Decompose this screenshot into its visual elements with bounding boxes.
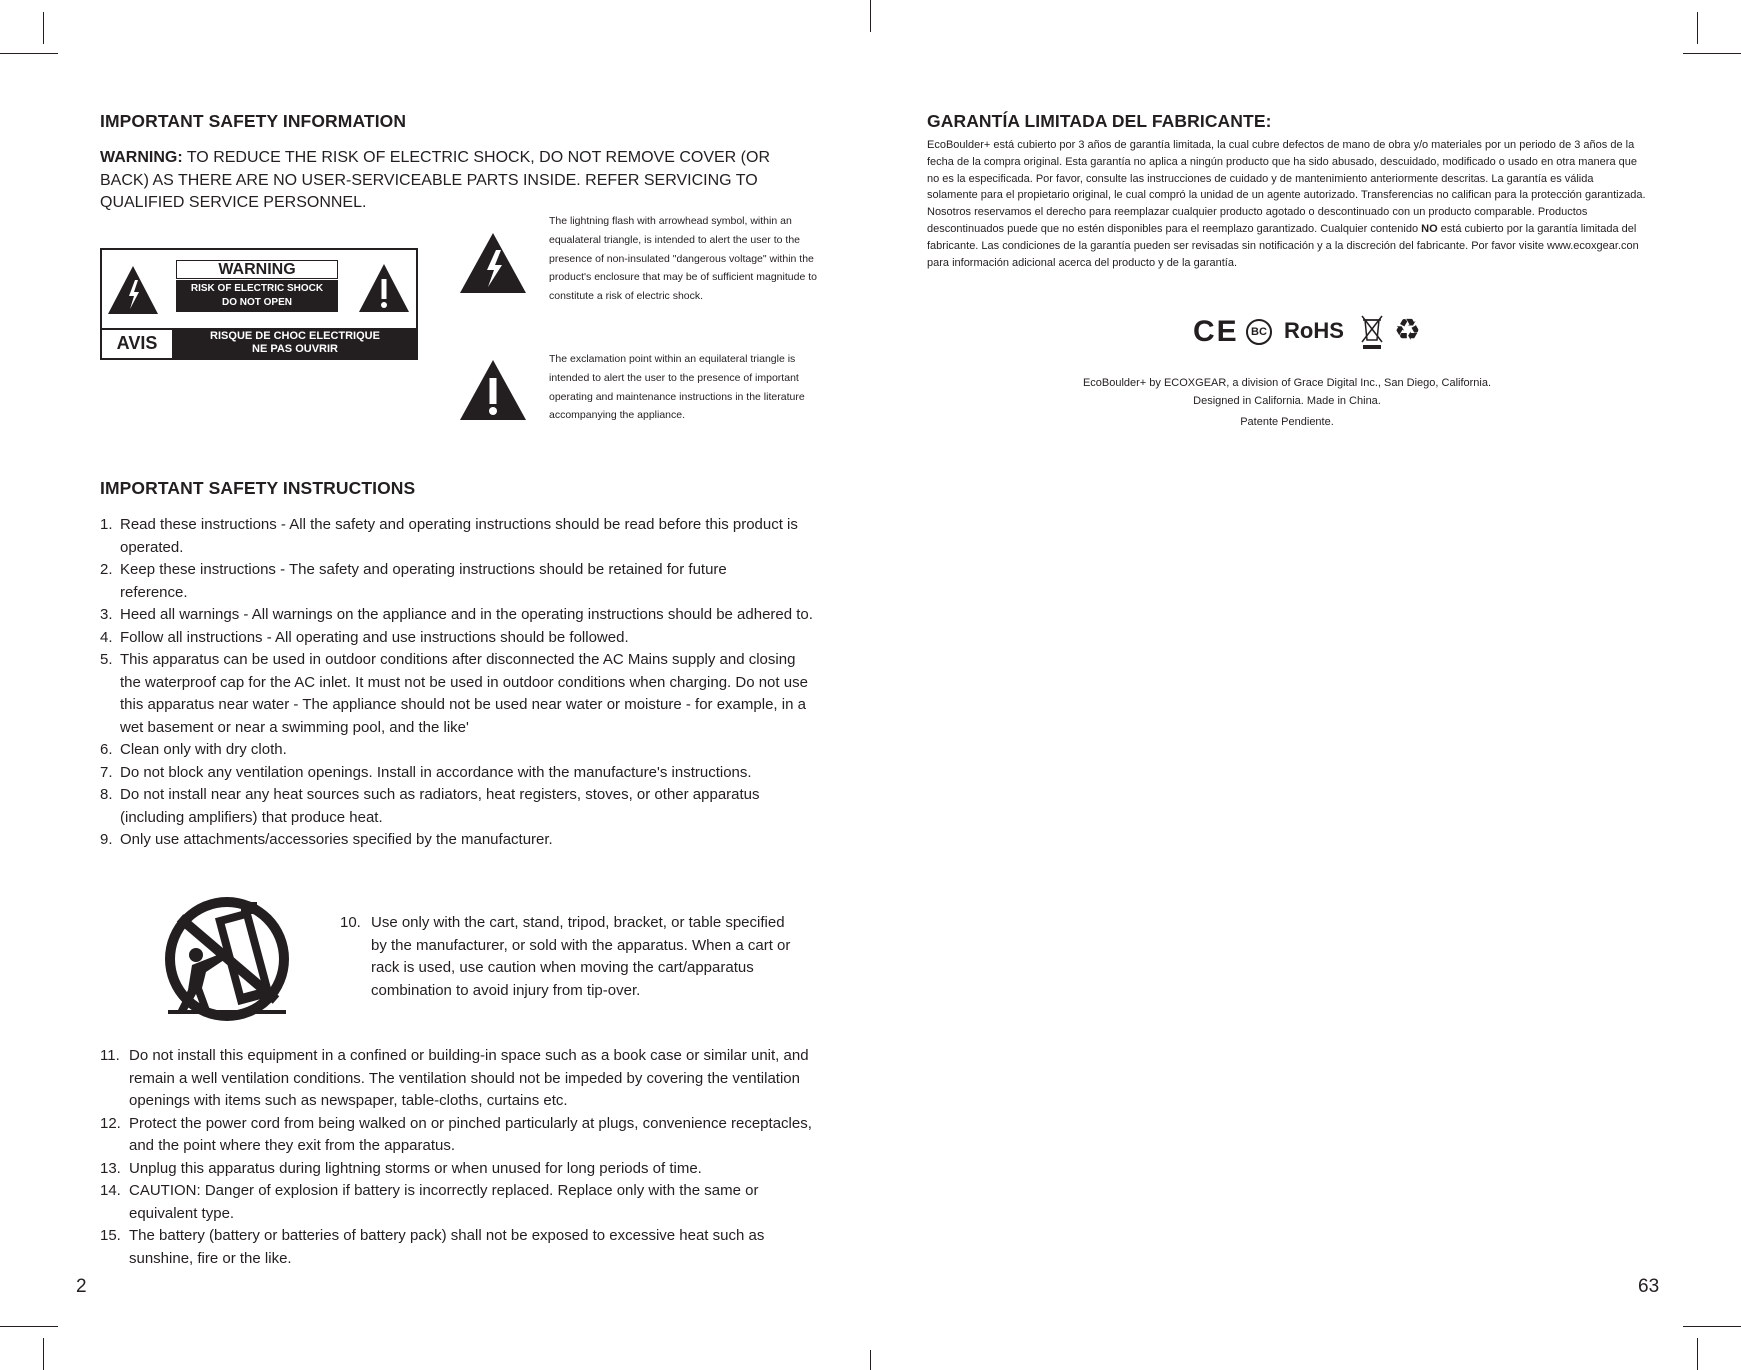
crop-mark (1683, 53, 1741, 54)
lightning-description: The lightning flash with arrowhead symbol, within an equalateral triangle, is intended to alert the user to the presence of non-insulated "dangerous voltage" within the product's enclosure that may be of sufficient magnitude to constitute a risk of electric shock. (549, 215, 817, 303)
list-item: 14. CAUTION: Danger of explosion if battery is incorrectly replaced. Replace only with the same or equivalent type. (100, 1182, 759, 1222)
warning-text: TO REDUCE THE RISK OF ELECTRIC SHOCK, DO NOT REMOVE COVER (OR BACK) AS THERE ARE NO USER-SERVICEABLE PARTS INSIDE. REFER SERVICING TO QUALIFIED SERVICE PERSONNEL. (100, 149, 770, 211)
list-item: 1. Read these instructions - All the safety and operating instructions should be read before this product is operated. (100, 516, 798, 556)
company-line-1: EcoBoulder+ by ECOXGEAR, a division of Grace Digital Inc., San Diego, California. (1082, 377, 1492, 389)
warning-label: WARNING: (100, 149, 183, 166)
instructions-list-2 (100, 1045, 820, 1270)
crop-mark (43, 1338, 44, 1370)
warranty-text-bold: NO (1421, 222, 1438, 235)
exclamation-triangle-icon (358, 262, 410, 314)
warning-paragraph (100, 147, 815, 215)
exclamation-point-icon (459, 359, 527, 421)
risk-line-2: DO NOT OPEN (221, 297, 292, 308)
list-item: 9. Only use attachments/accessories specified by the manufacturer. (100, 831, 553, 848)
company-line-2: Designed in California. Made in China. (1193, 395, 1381, 407)
list-item: 4. Follow all instructions - All operating and use instructions should be followed. (100, 628, 629, 646)
certification-marks (1190, 314, 1430, 354)
crop-mark (0, 53, 58, 54)
bc-mark-icon: BC (1246, 319, 1272, 345)
crop-mark (1697, 12, 1698, 44)
safety-info-heading: IMPORTANT SAFETY INFORMATION (100, 111, 407, 131)
page-number-right: 63 (1638, 1276, 1660, 1297)
list-item: 3. Heed all warnings - All warnings on the appliance and in the operating instructions should be adhered to. (100, 606, 813, 623)
crop-mark (1683, 1326, 1741, 1327)
page-number-left: 2 (76, 1276, 87, 1297)
list-item: 8. Do not install near any heat sources such as radiators, heat registers, stoves, or other apparatus (including amplifiers) that produce heat. (100, 786, 760, 826)
instructions-list (100, 514, 820, 852)
avis-strip (102, 328, 416, 358)
weee-bin-icon (1360, 314, 1384, 350)
patent-text: Patente Pendiente. (1240, 416, 1334, 428)
instruction-10-text: Use only with the cart, stand, tripod, bracket, or table specified by the manufacturer, or sold with the apparatus. When a cart or rack is used, use caution when moving the cart/apparatus combination to avoid injury from tip-over. (371, 914, 791, 999)
crop-mark (870, 1350, 871, 1370)
list-item: 12. Protect the power cord from being walked on or pinched particularly at plugs, convenience receptacles, and the point where they exit from the apparatus. (100, 1114, 812, 1154)
crop-mark (43, 12, 44, 44)
cart-tip-over-warning-icon (158, 890, 296, 1028)
warranty-text-2: está cubierto por la garantía limitada del fabricante. Las condiciones de la garantía pueden ser revisadas sin notificación y a la discreción del fabricante. Por favor visite www.ecoxgear.con para información adicional acerca del producto y de la garantía. (927, 222, 1639, 269)
crop-mark (0, 1326, 58, 1327)
crop-mark (870, 0, 871, 32)
instruction-10 (340, 912, 800, 1002)
warning-label-box (100, 248, 418, 360)
list-item: 6. Clean only with dry cloth. (100, 741, 287, 758)
lightning-flash-icon (459, 232, 527, 294)
company-footer (927, 374, 1647, 410)
list-item: 2. Keep these instructions - The safety and operating instructions should be retained for future reference. (100, 561, 727, 601)
risque-line-2: NE PAS OUVRIR (252, 343, 338, 355)
warranty-heading: GARANTÍA LIMITADA DEL FABRICANTE: (927, 111, 1272, 131)
list-item: 15. The battery (battery or batteries of battery pack) shall not be exposed to excessive heat such as sunshine, fire or the like. (100, 1227, 765, 1267)
lightning-triangle-icon (107, 264, 159, 316)
safety-instructions-heading: IMPORTANT SAFETY INSTRUCTIONS (100, 478, 416, 498)
avis-label: AVIS (102, 328, 174, 358)
risk-line-1: RISK OF ELECTRIC SHOCK (190, 283, 324, 294)
recycle-icon: ♻ (1394, 314, 1421, 347)
warning-title: WARNING (176, 260, 338, 279)
warranty-text-1: EcoBoulder+ está cubierto por 3 años de garantía limitada, la cual cubre defectos de mano de obra y/o materiales por un periodo de 3 años de la fecha de la compra original. Esta garantía no aplica a ningún producto que ha sido abusado, descuidado, modificado o usado en otra manera que no es la especificada. Por favor, consulte las instrucciones de cuidado y de mantenimiento anteriormente descritas. La garantía es válida solamente para el propietario original, le cual compró la unidad de un agente autorizado. Transferencias no califican para la protección garantizada. Nosotros reservamos el derecho para reemplazar cualquier producto agotado o descontinuado con un producto comparable. Productos descontinuados puede que no estén disponibles para el reemplazo garantizado. Cualquier contenido (927, 139, 1646, 235)
crop-mark (1697, 1338, 1698, 1370)
list-item: 5. This apparatus can be used in outdoor conditions after disconnected the AC Mains supply and closing the waterproof cap for the AC inlet. It must not be used in outdoor conditions when charging. Do not use this apparatus near water - The appliance should not be used near water or moisture - for example, in a wet basement or near a swimming pool, and the like' (100, 651, 808, 736)
risque-line-1: RISQUE DE CHOC ELECTRIQUE (210, 330, 380, 342)
ce-mark-icon: CE (1193, 315, 1239, 348)
list-item: 13. Unplug this apparatus during lightning storms or when unused for long periods of time. (100, 1159, 702, 1177)
list-item: 7. Do not block any ventilation openings. Install in accordance with the manufacture's instructions. (100, 763, 752, 781)
rohs-mark-icon: RoHS (1284, 318, 1344, 343)
risk-shock-label (176, 280, 338, 312)
warranty-paragraph (927, 137, 1647, 271)
exclamation-description: The exclamation point within an equilateral triangle is intended to alert the user to the presence of important operating and maintenance instructions in the literature accompanying the appliance. (549, 353, 805, 422)
instruction-10-number: 10. (340, 914, 361, 931)
risque-label (174, 330, 416, 356)
list-item: 11. Do not install this equipment in a confined or building-in space such as a book case or similar unit, and remain a well ventilation conditions. The ventilation should not be impeded by covering the ventilation openings with items such as newspaper, table-cloths, curtains etc. (100, 1047, 809, 1109)
